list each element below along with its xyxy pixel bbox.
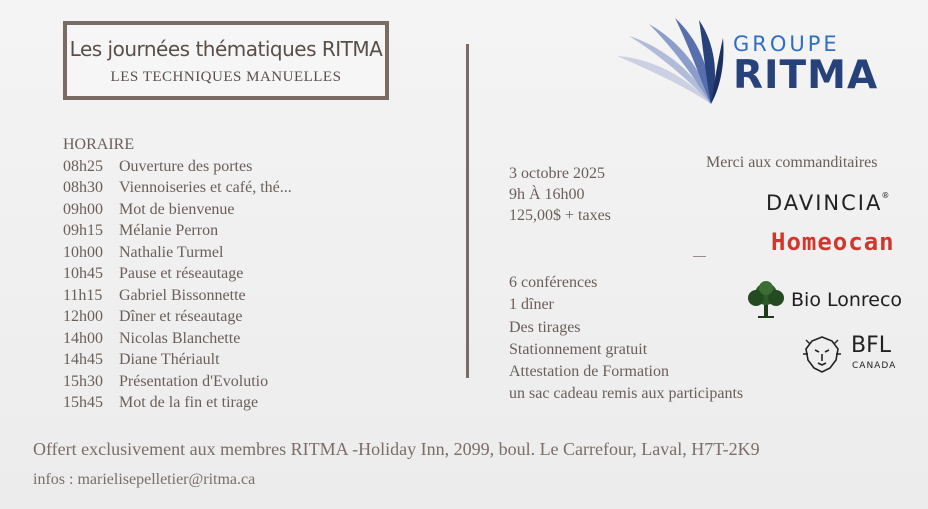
- schedule: [63, 134, 292, 414]
- includes-item: 6 conférences: [509, 274, 598, 291]
- schedule-time: 14h45: [63, 351, 103, 368]
- schedule-time: 08h25: [63, 157, 103, 175]
- schedule-row: [63, 242, 292, 264]
- schedule-label: Diane Thériault: [119, 351, 220, 368]
- event-hours: 9h À 16h00: [509, 186, 585, 203]
- homeocan-logo: Homeocan: [771, 228, 895, 256]
- schedule-row: [63, 199, 292, 221]
- schedule-row: [63, 177, 292, 199]
- bfl-logo: BFL: [851, 333, 892, 358]
- schedule-label: Nicolas Blanchette: [119, 329, 241, 347]
- schedule-time: 09h15: [63, 222, 103, 239]
- tree-icon: [744, 280, 788, 320]
- event-subtitle: LES TECHNIQUES MANUELLES: [110, 69, 342, 85]
- schedule-row: [63, 156, 292, 178]
- includes-list: [509, 272, 743, 406]
- schedule-time: 09h00: [63, 200, 103, 218]
- schedule-time: 10h00: [63, 243, 103, 261]
- lion-icon: [800, 334, 844, 374]
- includes-item: Stationnement gratuit: [509, 340, 648, 358]
- event-title: Les journées thématiques RITMA: [69, 37, 383, 61]
- schedule-row: [63, 285, 292, 307]
- schedule-label: Présentation d'Evolutio: [119, 372, 269, 390]
- schedule-time: 08h30: [63, 179, 103, 196]
- davincia-logo-text: DAVINCIA: [766, 191, 883, 215]
- event-title-box: [63, 21, 389, 100]
- schedule-row: [63, 392, 292, 414]
- contact-email: infos : marielisepelletier@ritma.ca: [33, 471, 256, 488]
- lonreco-logo: Bio Lonreco: [791, 289, 903, 311]
- includes-item: Des tirages: [509, 318, 581, 336]
- registered-mark: ®: [881, 191, 892, 200]
- footer-offer: Offert exclusivement aux membres RITMA -Holiday Inn, 2099, boul. Le Carrefour, Laval, H7T-2K9: [33, 439, 760, 459]
- schedule-row: [63, 263, 292, 285]
- includes-item: 1 dîner: [509, 296, 554, 314]
- schedule-row: [63, 328, 292, 350]
- includes-item: Attestation de Formation: [509, 363, 669, 381]
- schedule-label: Pause et réseautage: [119, 265, 244, 282]
- event-price: 125,00$ + taxes: [509, 207, 611, 224]
- event-date: 3 octobre 2025: [509, 165, 605, 182]
- schedule-time: 12h00: [63, 308, 103, 325]
- schedule-label: Mot de bienvenue: [119, 200, 235, 218]
- ritma-fan-icon: [615, 16, 725, 108]
- schedule-label: Dîner et réseautage: [119, 308, 243, 325]
- schedule-label: Mot de la fin et tirage: [119, 394, 259, 411]
- schedule-time: 10h45: [63, 265, 103, 282]
- event-info: [509, 163, 611, 226]
- schedule-time: 15h45: [63, 394, 103, 411]
- schedule-row: [63, 349, 292, 371]
- bfl-logo-sub: CANADA: [852, 361, 897, 371]
- schedule-label: Viennoiseries et café, thé...: [119, 179, 292, 196]
- schedule-label: Mélanie Perron: [119, 222, 219, 239]
- schedule-time: 14h00: [63, 329, 103, 347]
- logo-ritma: RITMA: [733, 53, 879, 98]
- davincia-logo: [766, 191, 891, 215]
- small-dash: [693, 256, 706, 257]
- schedule-label: Ouverture des portes: [119, 157, 253, 175]
- includes-item: un sac cadeau remis aux participants: [509, 385, 744, 403]
- schedule-time: 11h15: [63, 286, 103, 304]
- schedule-heading: HORAIRE: [63, 136, 135, 153]
- schedule-row: [63, 306, 292, 328]
- logo-groupe: GROUPE: [733, 32, 840, 56]
- schedule-label: Nathalie Turmel: [119, 243, 224, 261]
- vertical-divider: [466, 44, 469, 378]
- schedule-label: Gabriel Bissonnette: [119, 286, 246, 304]
- schedule-time: 15h30: [63, 372, 103, 390]
- schedule-row: [63, 220, 292, 242]
- ritma-logo: [733, 33, 878, 97]
- sponsors-heading: Merci aux commanditaires: [706, 154, 878, 171]
- schedule-row: [63, 371, 292, 393]
